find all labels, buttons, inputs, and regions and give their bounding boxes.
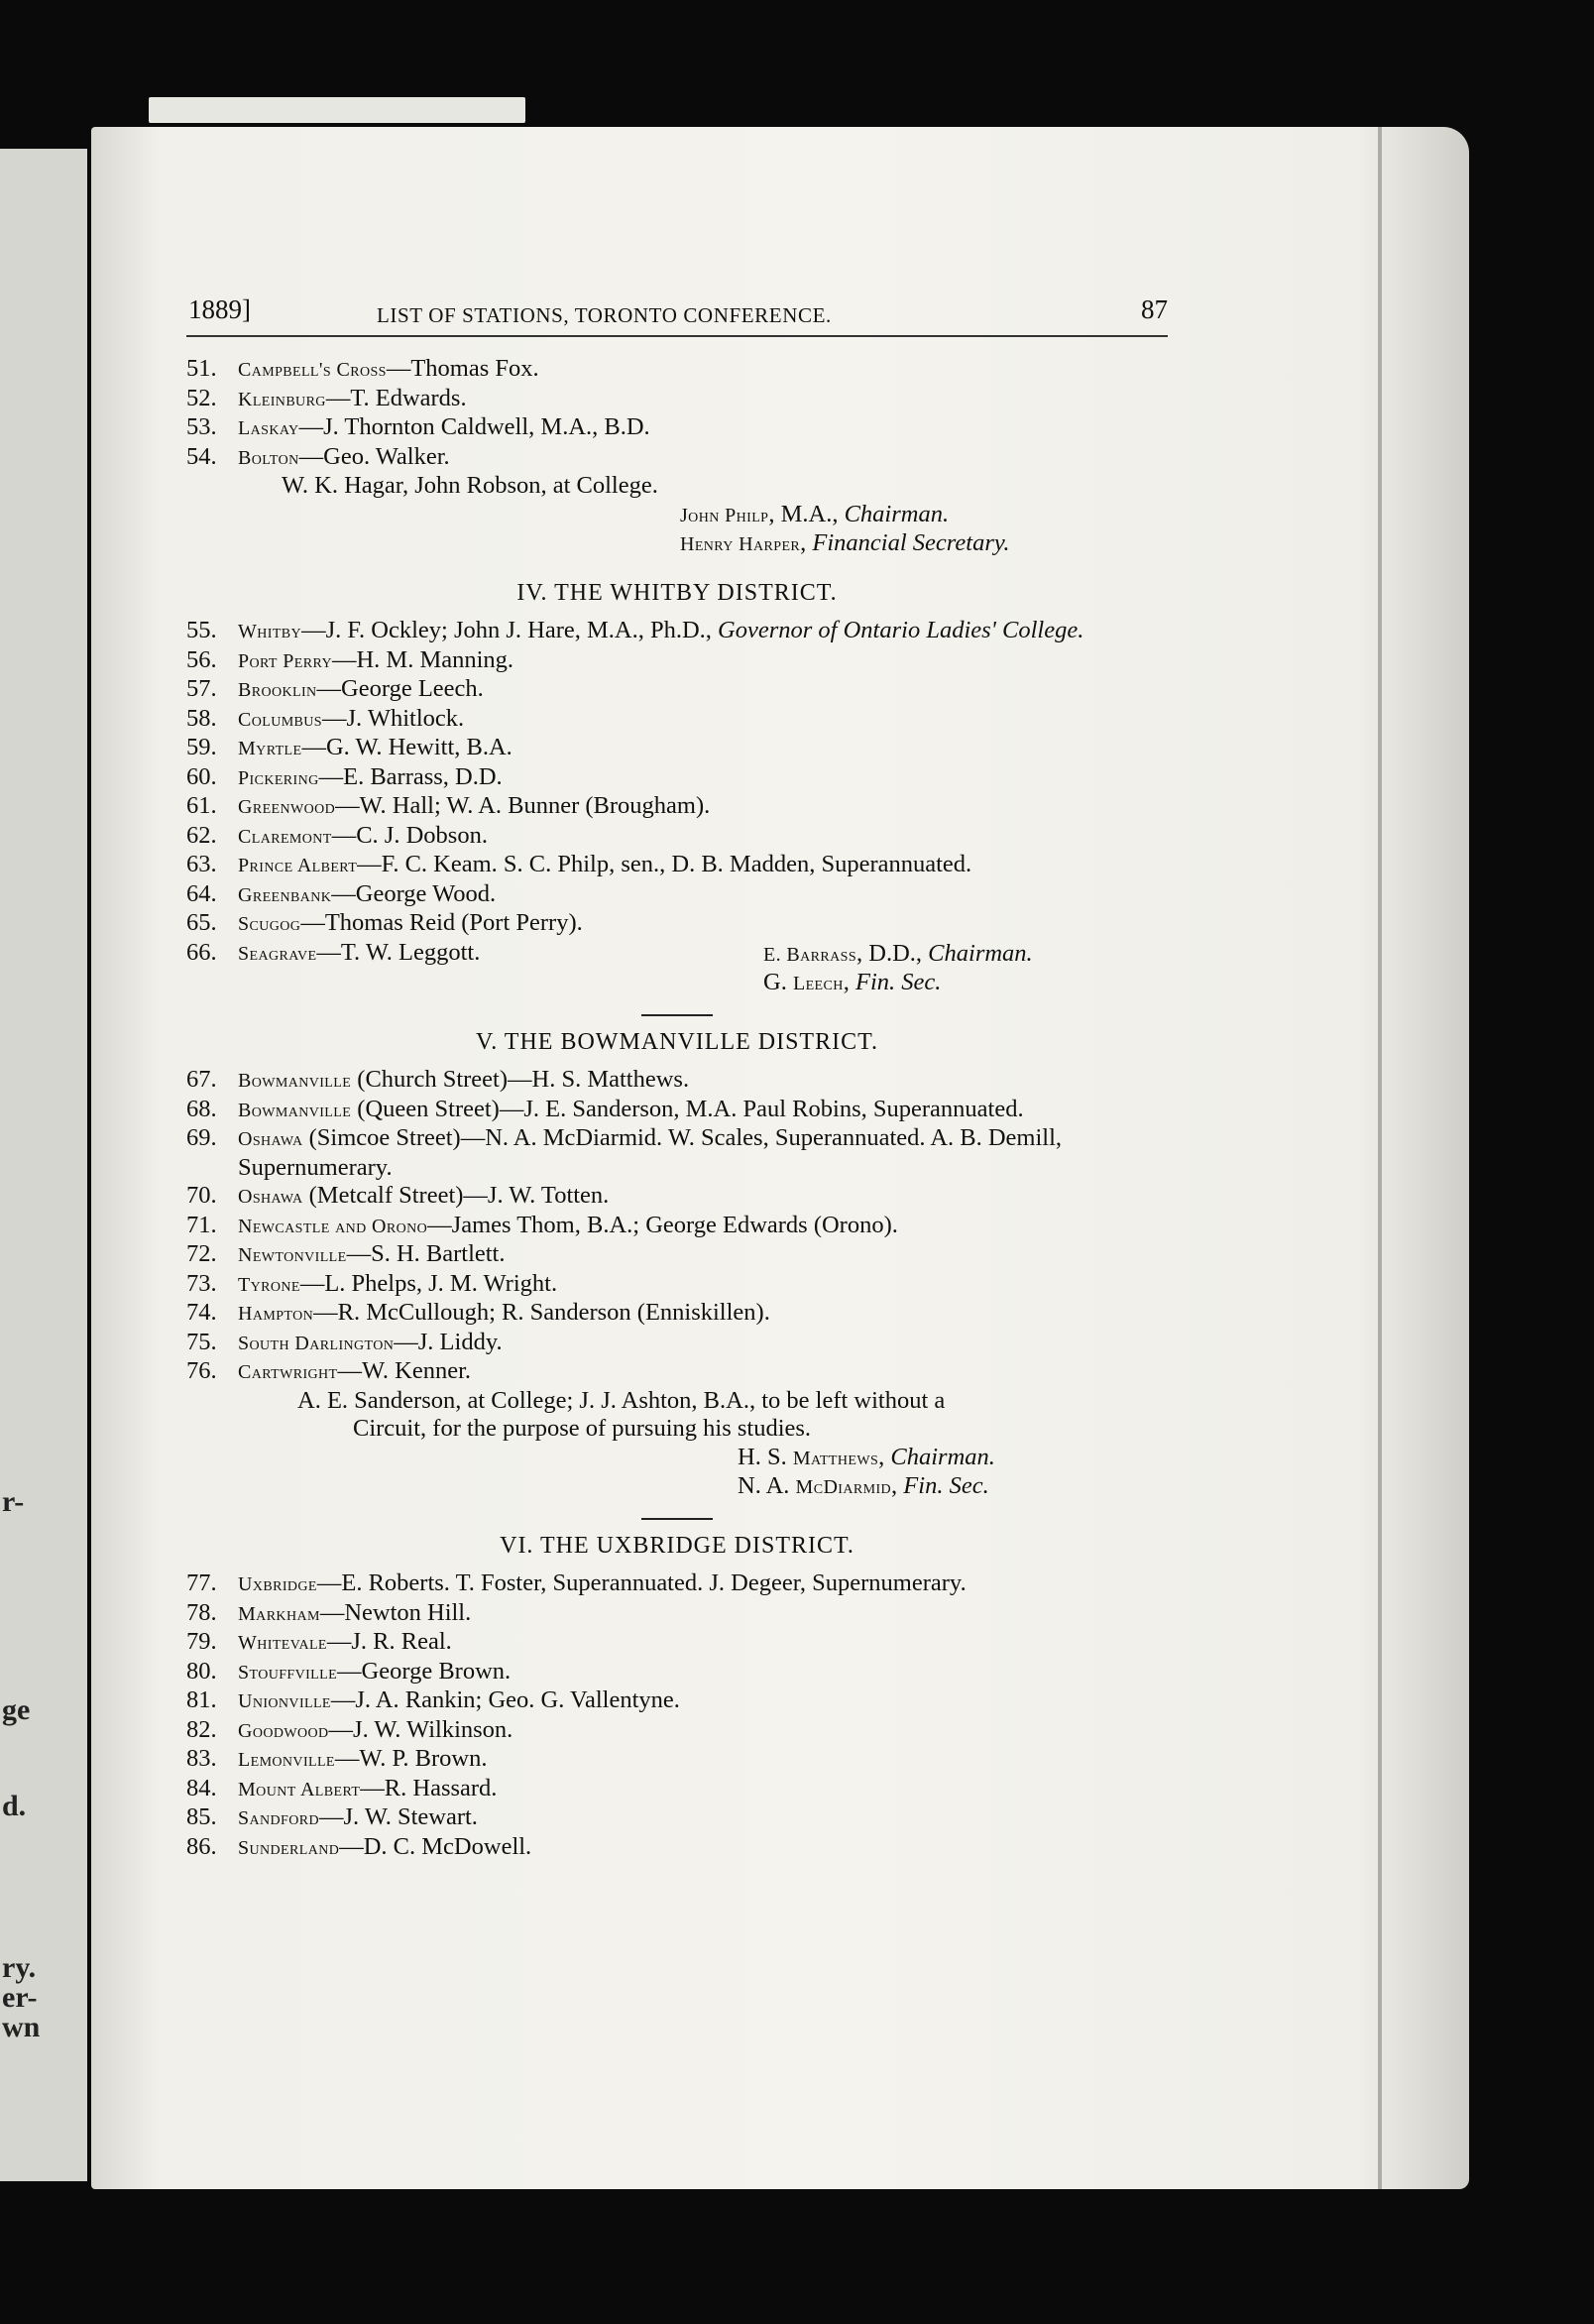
station-entry: 75. South Darlington—J. Liddy. [186, 1328, 503, 1355]
station-entry: 52. Kleinburg—T. Edwards. [186, 384, 467, 411]
station-entry: 70. Oshawa (Metcalf Street)—J. W. Totten. [186, 1182, 610, 1209]
left-fragment: r- [2, 1485, 25, 1518]
station-entry: 82. Goodwood—J. W. Wilkinson. [186, 1715, 513, 1743]
station-entry: 69. Oshawa (Simcoe Street)—N. A. McDiarmid. W. Scales, Superannuated. A. B. Demill, Supernumerary. [186, 1124, 1063, 1181]
financial-secretary-signature: N. A. McDiarmid, Fin. Sec. [738, 1472, 989, 1499]
station-entry: 80. Stouffville—George Brown. [186, 1657, 512, 1685]
station-entry: 86. Sunderland—D. C. McDowell. [186, 1832, 532, 1860]
district-heading-whitby: IV. THE WHITBY DISTRICT. [516, 579, 838, 606]
header-title: LIST OF STATIONS, TORONTO CONFERENCE. [377, 303, 832, 327]
station-entry: 71. Newcastle and Orono—James Thom, B.A.; George Edwards (Orono). [186, 1211, 898, 1238]
station-entry: 81. Unionville—J. A. Rankin; Geo. G. Vallentyne. [186, 1686, 680, 1713]
station-entry: 53. Laskay—J. Thornton Caldwell, M.A., B.D. [186, 413, 650, 440]
left-fragment: er- [2, 1981, 38, 2014]
station-entry: 64. Greenbank—George Wood. [186, 879, 497, 907]
chairman-signature: E. Barrass, D.D., Chairman. [763, 939, 1033, 967]
station-entry: 55. Whitby—J. F. Ockley; John J. Hare, M.A., Ph.D., Governor of Ontario Ladies' College. [186, 617, 1084, 643]
district-heading-uxbridge: VI. THE UXBRIDGE DISTRICT. [500, 1532, 854, 1559]
station-entry: 84. Mount Albert—R. Hassard. [186, 1774, 498, 1801]
section-iii-tail [186, 355, 1168, 559]
station-entry: 77. Uxbridge—E. Roberts. T. Foster, Superannuated. J. Degeer, Supernumerary. [186, 1569, 967, 1596]
station-entry: 79. Whitevale—J. R. Real. [186, 1628, 452, 1655]
station-entry: 68. Bowmanville (Queen Street)—J. E. Sanderson, M.A. Paul Robins, Superannuated. [186, 1095, 1024, 1122]
station-entry: 74. Hampton—R. McCullough; R. Sanderson (Enniskillen). [186, 1299, 770, 1326]
chairman-signature: John Philp, M.A., Chairman. [680, 500, 950, 527]
station-entry: 72. Newtonville—S. H. Bartlett. [186, 1240, 506, 1267]
section-uxbridge [186, 1569, 1168, 1862]
station-entry: 57. Brooklin—George Leech. [186, 675, 484, 702]
station-entry: 78. Markham—Newton Hill. [186, 1598, 472, 1626]
station-entry: 67. Bowmanville (Church Street)—H. S. Matthews. [186, 1066, 690, 1093]
left-fragment: d. [2, 1790, 27, 1822]
station-entry: 62. Claremont—C. J. Dobson. [186, 821, 488, 849]
station-entry: 58. Columbus—J. Whitlock. [186, 704, 465, 732]
station-entry: 65. Scugog—Thomas Reid (Port Perry). [186, 909, 583, 936]
station-entry: 51. Campbell's Cross—Thomas Fox. [186, 355, 539, 382]
left-fragment: ry. [2, 1951, 37, 1984]
chairman-signature: H. S. Matthews, Chairman. [738, 1443, 995, 1470]
section-whitby [186, 617, 1168, 998]
page-content [186, 290, 1168, 1862]
left-fragment: wn [2, 2011, 41, 2043]
station-entry: 56. Port Perry—H. M. Manning. [186, 645, 514, 673]
running-header [186, 290, 1168, 337]
financial-secretary-signature: G. Leech, Fin. Sec. [763, 969, 942, 995]
left-fragment: ge [2, 1693, 31, 1726]
section-bowmanville [186, 1066, 1168, 1502]
station-entry: 59. Myrtle—G. W. Hewitt, B.A. [186, 734, 512, 760]
station-entry: 73. Tyrone—L. Phelps, J. M. Wright. [186, 1269, 558, 1297]
station-entry: 83. Lemonville—W. P. Brown. [186, 1745, 488, 1772]
adjacent-page-edge [0, 149, 87, 2181]
station-entry: 85. Sandford—J. W. Stewart. [186, 1803, 478, 1830]
section-divider [641, 1518, 713, 1520]
page-number: 87 [1141, 294, 1168, 324]
station-entry: 60. Pickering—E. Barrass, D.D. [186, 762, 503, 790]
station-entry: 63. Prince Albert—F. C. Keam. S. C. Philp, sen., D. B. Madden, Superannuated. [186, 851, 972, 877]
station-entry: 61. Greenwood—W. Hall; W. A. Bunner (Brougham). [186, 792, 711, 819]
financial-secretary-signature: Henry Harper, Financial Secretary. [680, 529, 1010, 556]
station-entry: 76. Cartwright—W. Kenner. [186, 1357, 471, 1384]
district-heading-bowmanville: V. THE BOWMANVILLE DISTRICT. [476, 1028, 878, 1055]
station-entry: 54. Bolton—Geo. Walker. [186, 442, 450, 470]
page-tab-strip [149, 97, 525, 123]
station-entry: 66. Seagrave—T. W. Leggott. [186, 938, 481, 966]
studies-note-continued: Circuit, for the purpose of pursuing his studies. [353, 1415, 812, 1442]
header-year: 1889] [188, 294, 251, 324]
college-note: W. K. Hagar, John Robson, at College. [282, 472, 658, 499]
studies-note: A. E. Sanderson, at College; J. J. Ashton, B.A., to be left without a [297, 1386, 946, 1414]
section-divider [641, 1014, 713, 1016]
